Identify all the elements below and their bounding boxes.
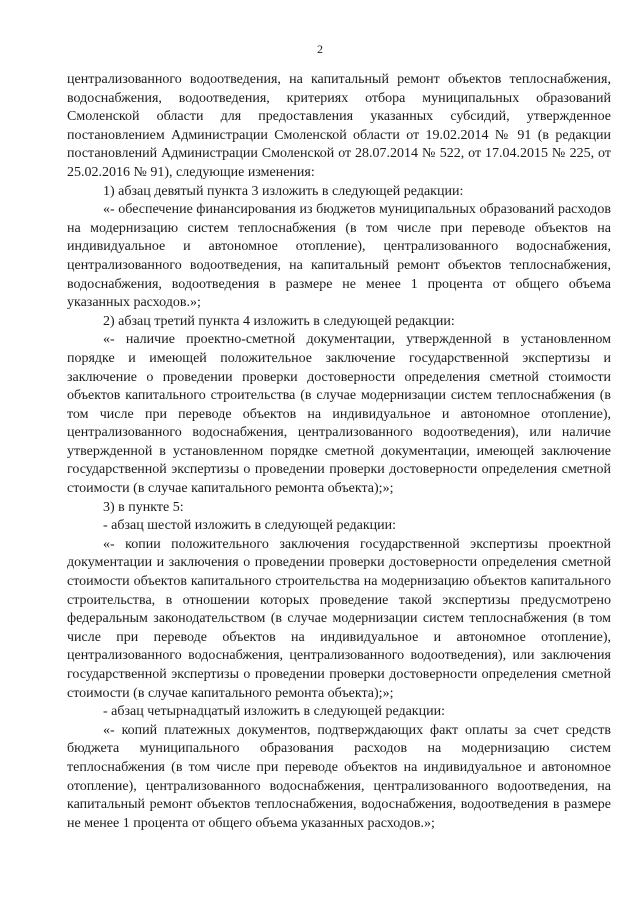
amendment-item-2-heading: 2) абзац третий пункта 4 изложить в следующей редакции:: [103, 313, 455, 329]
paragraph-continuation: централизованного водоотведения, на капитальный ремонт объектов теплоснабжения, водоснабжения, водоотведения, критериях отбора муниципальных образований Смоленской области для предоставления указанных субсидий, утвержденное постановлением Администрации Смоленской области от 19.02.2014 № 91 (в редакции постановлений Администрации Смоленской от 28.07.2014 № 522, от 17.04.2015 № 225, от 25.02.2016 № 91), следующие изменения:: [67, 72, 611, 180]
amendment-item-3b-heading: - абзац четырнадцатый изложить в следующей редакции:: [103, 704, 445, 720]
amendment-item-3a-heading: - абзац шестой изложить в следующей редакции:: [103, 518, 396, 534]
amendment-item-3b-text: «- копий платежных документов, подтверждающих факт оплаты за счет средств бюджета муниципального образования расходов на модернизацию систем теплоснабжения (в том числе при переводе объектов на индивидуальное и автономное отопление), централизованного водоснабжения, централизованного водоотведения, на капитальный ремонт объектов теплоснабжения, водоснабжения, водоотведения в размере не менее 1 процента от общего объема указанных расходов.»;: [67, 722, 611, 831]
amendment-item-3a-text: «- копии положительного заключения государственной экспертизы проектной документации и заключения о проведении проверки достоверности определения сметной стоимости объектов капитального строительства на модернизацию объектов капитального строительства, в отношении которых проведение такой экспертизы предусмотрено федеральным законодательством (в случае модернизации систем теплоснабжения (в том числе при переводе объектов на индивидуальное и автономное отопление), централизованного водоснабжения, централизованного водоотведения), или заключения государственной экспертизы о проведении проверки достоверности определения сметной стоимости (в случае капитального ремонта объекта);»;: [67, 536, 611, 701]
amendment-item-2-text: «- наличие проектно-сметной документации, утвержденной в установленном порядке и имеющей положительное заключение государственной экспертизы и заключение о проведении проверки достоверности определения сметной стоимости объектов капитального строительства (в случае модернизации систем теплоснабжения (в том числе при переводе объектов на индивидуальное и автономное отопление), централизованного водоснабжения, централизованного водоотведения), или наличие утвержденной в установленном порядке сметной документации, имеющей заключение государственной экспертизы о проведении проверки достоверности определения сметной стоимости (в случае капитального ремонта объекта);»;: [67, 332, 611, 497]
amendment-item-3-heading: 3) в пункте 5:: [103, 499, 184, 515]
amendment-item-1-text: «- обеспечение финансирования из бюджетов муниципальных образований расходов на модернизацию систем теплоснабжения (в том числе при переводе объектов на индивидуальное и автономное отопление), централизованного водоснабжения, централизованного водоотведения, на капитальный ремонт объектов теплоснабжения, водоснабжения, водоотведения в размере не менее 1 процента от общего объема указанных расходов.»;: [67, 202, 611, 311]
document-body: [67, 71, 611, 833]
page-number: 2: [317, 42, 323, 56]
amendment-item-1-heading: 1) абзац девятый пункта 3 изложить в следующей редакции:: [103, 183, 464, 199]
